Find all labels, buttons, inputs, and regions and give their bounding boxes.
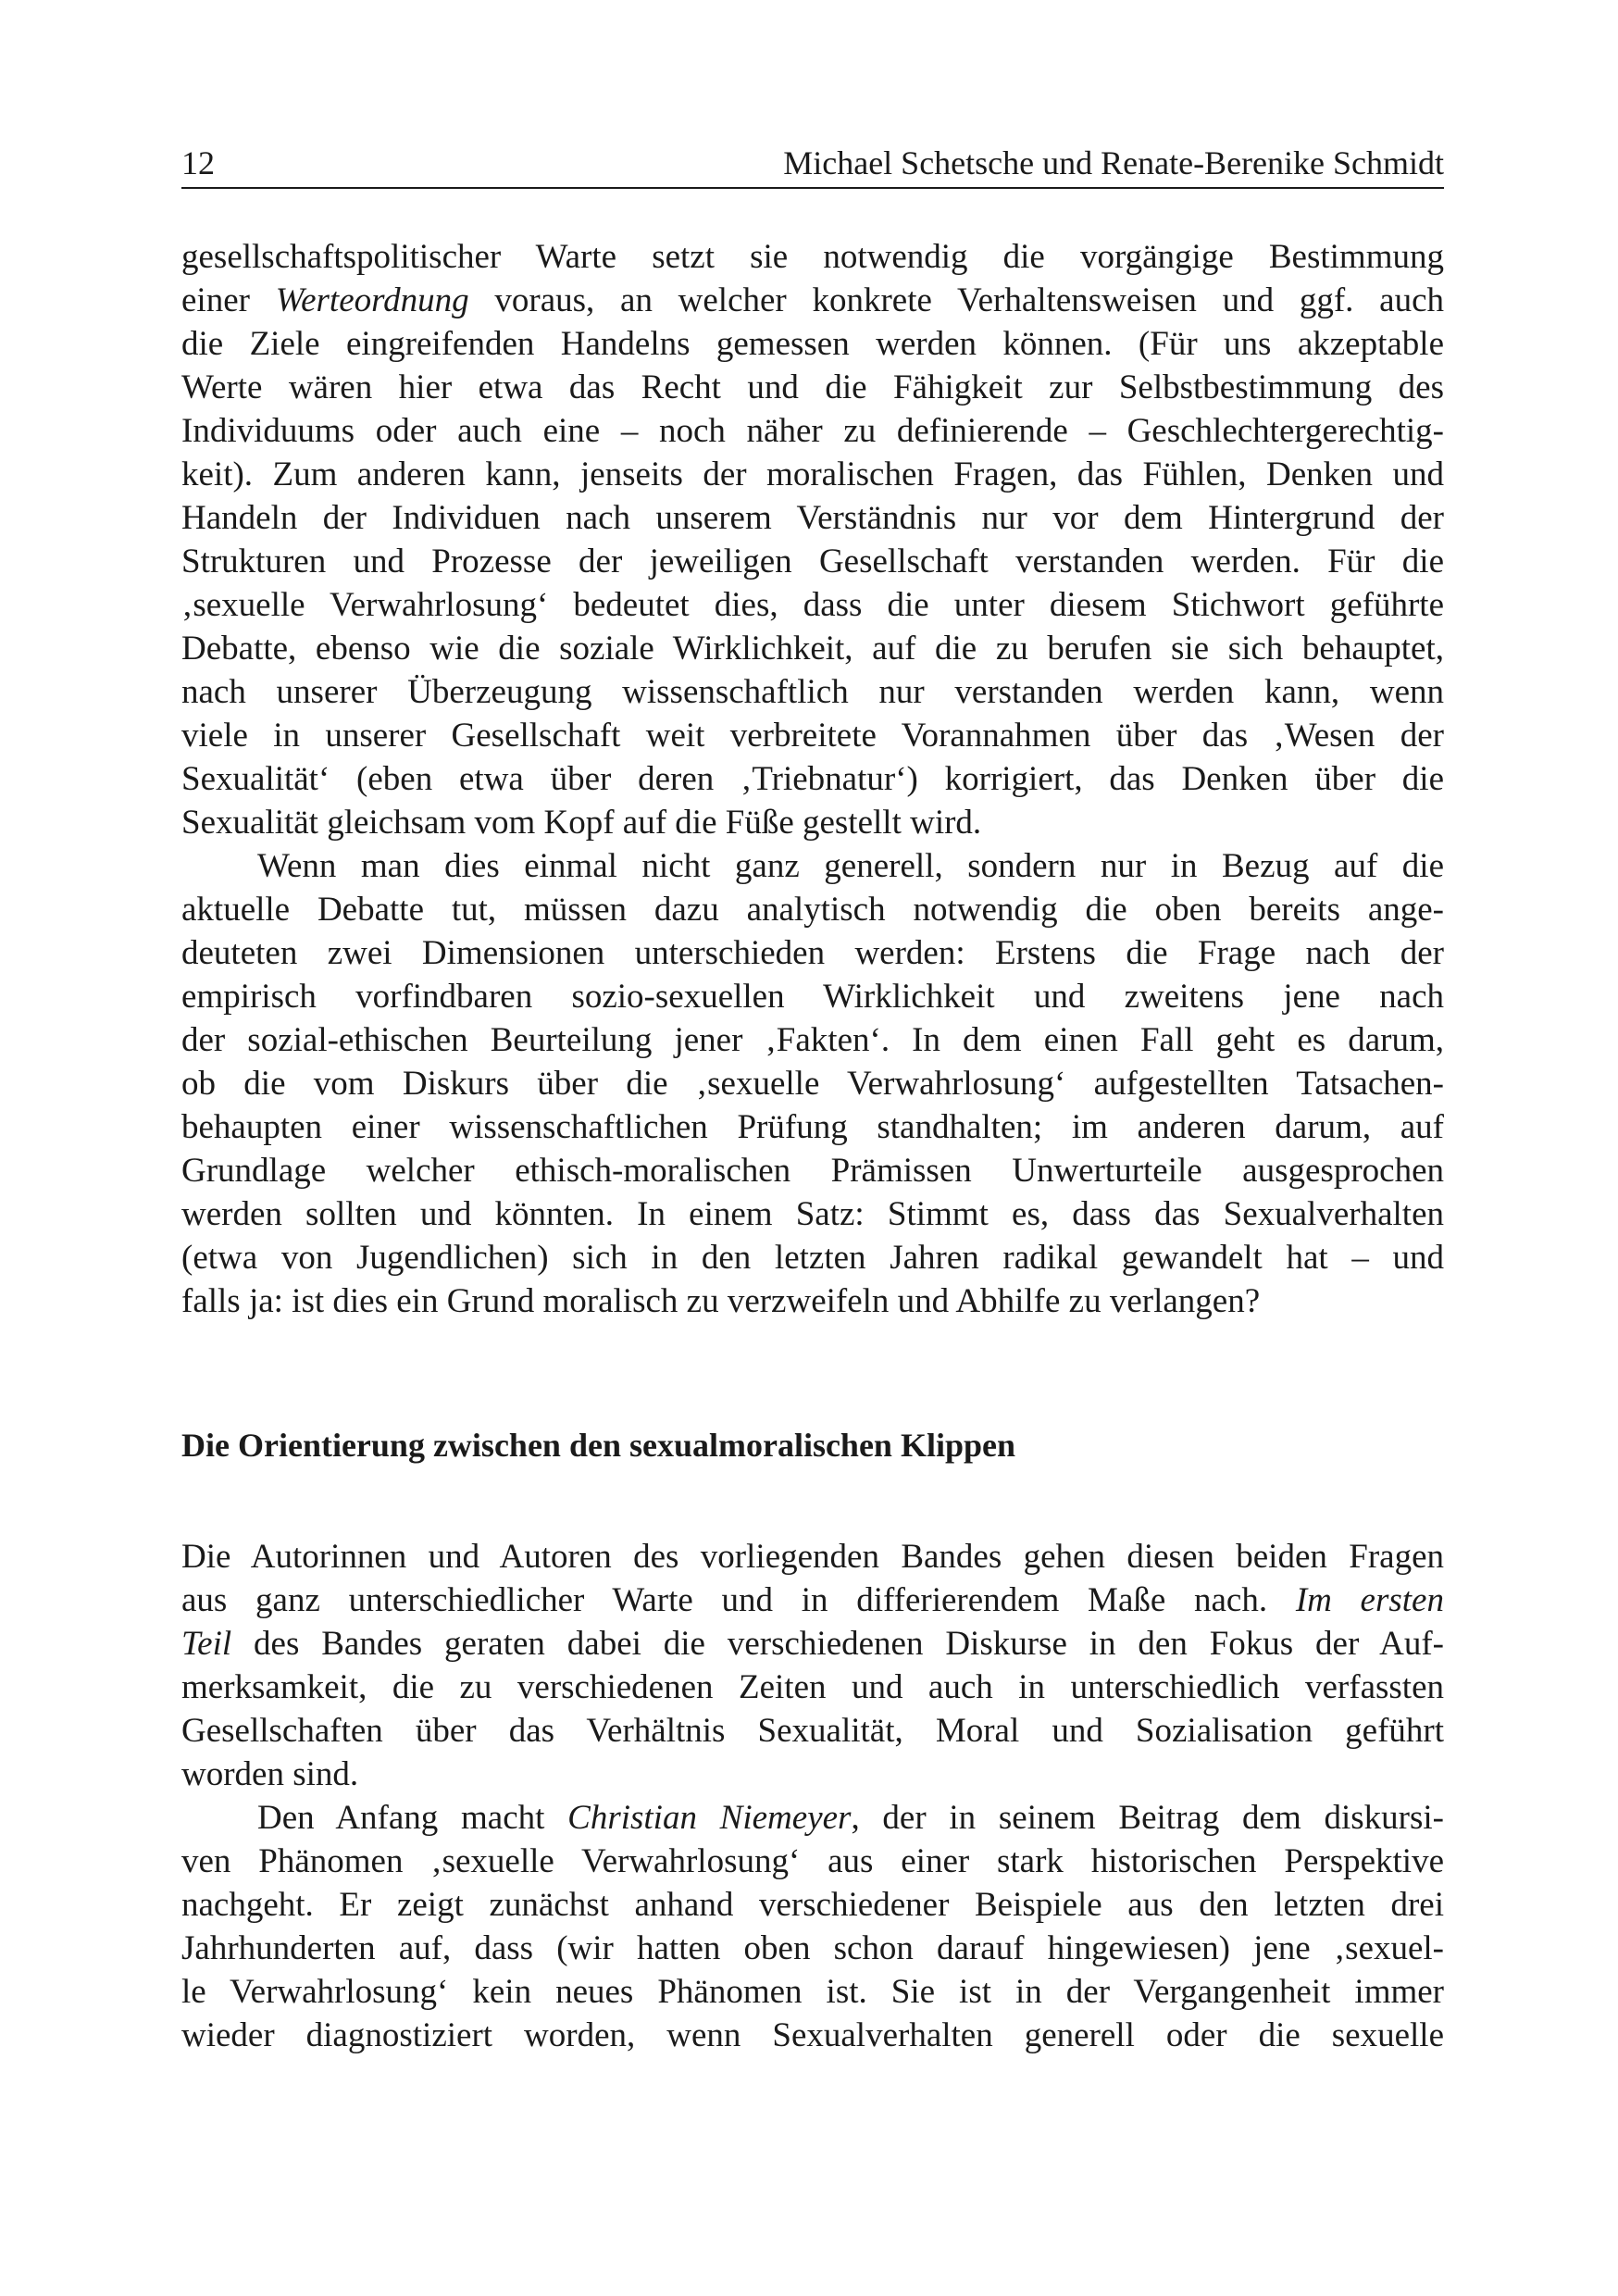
- section-heading: Die Orientierung zwischen den sexualmoralischen Klippen: [181, 1427, 1016, 1464]
- page-number: 12: [181, 144, 215, 181]
- text-line: falls ja: ist dies ein Grund moralisch zu verzweifeln und Abhilfe zu verlangen?: [181, 1282, 1261, 1320]
- running-header: [181, 139, 1444, 189]
- text-line: wieder diagnostiziert worden, wenn Sexualverhalten generell oder die sexuelle: [181, 2016, 1444, 2054]
- text-line: le Verwahrlosung‘ kein neues Phänomen ist. Sie ist in der Vergangenheit immer: [181, 1973, 1444, 2011]
- text-span: des Bandes geraten dabei die verschiedenen Diskurse in den Fokus der Auf-: [231, 1625, 1444, 1663]
- text-line: ‚sexuelle Verwahrlosung‘ bedeutet dies, dass die unter diesem Stichwort geführte: [181, 586, 1444, 624]
- text-line: [181, 1796, 1444, 1840]
- text-line: Sexualität‘ (eben etwa über deren ‚Triebnatur‘) korrigiert, das Denken über die: [181, 760, 1444, 798]
- text-line: (etwa von Jugendlichen) sich in den letzten Jahren radikal gewandelt hat – und: [181, 1239, 1444, 1277]
- text-line: worden sind.: [181, 1755, 359, 1793]
- body-text: [181, 235, 1444, 2057]
- text-line: Individuums oder auch eine – noch näher zu definierende – Geschlechtergerechtig-: [181, 412, 1444, 450]
- text-line: ob die vom Diskurs über die ‚sexuelle Verwahrlosung‘ aufgestellten Tatsachen-: [181, 1065, 1444, 1103]
- paragraph: [181, 235, 1444, 844]
- text-line: deuteten zwei Dimensionen unterschieden werden: Erstens die Frage nach der: [181, 934, 1444, 972]
- text-line: behaupten einer wissenschaftlichen Prüfung standhalten; im anderen darum, auf: [181, 1108, 1444, 1146]
- text-line: nachgeht. Er zeigt zunächst anhand verschiedener Beispiele aus den letzten drei: [181, 1886, 1444, 1924]
- text-span: einer: [181, 281, 276, 319]
- paragraph: [181, 1535, 1444, 1796]
- text-line: Gesellschaften über das Verhältnis Sexualität, Moral und Sozialisation geführt: [181, 1712, 1444, 1750]
- text-line: [181, 1578, 1444, 1622]
- text-line: [181, 279, 1444, 322]
- text-line: Wenn man dies einmal nicht ganz generell, sondern nur in Bezug auf die: [257, 847, 1444, 885]
- text-line: Handeln der Individuen nach unserem Verständnis nur vor dem Hintergrund der: [181, 499, 1444, 537]
- text-span: , der in seinem Beitrag dem diskursi-: [851, 1799, 1444, 1837]
- text-line: Werte wären hier etwa das Recht und die Fähigkeit zur Selbstbestimmung des: [181, 368, 1444, 406]
- text-line: Sexualität gleichsam vom Kopf auf die Füße gestellt wird.: [181, 804, 982, 842]
- text-line: gesellschaftspolitischer Warte setzt sie notwendig die vorgängige Bestimmung: [181, 238, 1444, 276]
- italic-term: Werteordnung: [275, 281, 469, 319]
- italic-term: Im ersten: [1295, 1581, 1444, 1619]
- spacer: [181, 1323, 1444, 1422]
- text-span: voraus, an welcher konkrete Verhaltensweisen und ggf. auch: [468, 281, 1444, 319]
- text-line: Grundlage welcher ethisch-moralischen Prämissen Unwerturteile ausgesprochen: [181, 1152, 1444, 1190]
- text-line: keit). Zum anderen kann, jenseits der moralischen Fragen, das Fühlen, Denken und: [181, 455, 1444, 493]
- text-span: aus ganz unterschiedlicher Warte und in differierendem Maße nach.: [181, 1581, 1296, 1619]
- text-line: der sozial-ethischen Beurteilung jener ‚Fakten‘. In dem einen Fall geht es darum,: [181, 1021, 1444, 1059]
- text-line: Strukturen und Prozesse der jeweiligen Gesellschaft verstanden werden. Für die: [181, 543, 1444, 580]
- text-line: nach unserer Überzeugung wissenschaftlich nur verstanden werden kann, wenn: [181, 673, 1444, 711]
- text-line: werden sollten und könnten. In einem Satz: Stimmt es, dass das Sexualverhalten: [181, 1195, 1444, 1233]
- text-line: viele in unserer Gesellschaft weit verbreitete Vorannahmen über das ‚Wesen der: [181, 717, 1444, 755]
- italic-author-name: Christian Niemeyer: [567, 1799, 852, 1837]
- paragraph: [181, 1796, 1444, 2057]
- text-line: Jahrhunderten auf, dass (wir hatten oben schon darauf hingewiesen) jene ‚sexuel-: [181, 1929, 1444, 1967]
- text-span: Den Anfang macht: [257, 1799, 568, 1837]
- italic-term: Teil: [181, 1625, 232, 1663]
- text-line: empirisch vorfindbaren sozio-sexuellen Wirklichkeit und zweitens jene nach: [181, 978, 1444, 1016]
- text-line: Debatte, ebenso wie die soziale Wirklichkeit, auf die zu berufen sie sich behauptet,: [181, 630, 1444, 668]
- text-line: merksamkeit, die zu verschiedenen Zeiten und auch in unterschiedlich verfassten: [181, 1668, 1444, 1706]
- paragraph: [181, 844, 1444, 1323]
- text-line: Die Autorinnen und Autoren des vorliegenden Bandes gehen diesen beiden Fragen: [181, 1538, 1444, 1576]
- text-line: die Ziele eingreifenden Handelns gemessen werden können. (Für uns akzeptable: [181, 325, 1444, 363]
- running-title: Michael Schetsche und Renate-Berenike Schmidt: [783, 144, 1444, 181]
- spacer: [181, 1468, 1444, 1535]
- text-line: aktuelle Debatte tut, müssen dazu analytisch notwendig die oben bereits ange-: [181, 891, 1444, 929]
- text-line: ven Phänomen ‚sexuelle Verwahrlosung‘ aus einer stark historischen Perspektive: [181, 1842, 1444, 1880]
- text-line: [181, 1622, 1444, 1666]
